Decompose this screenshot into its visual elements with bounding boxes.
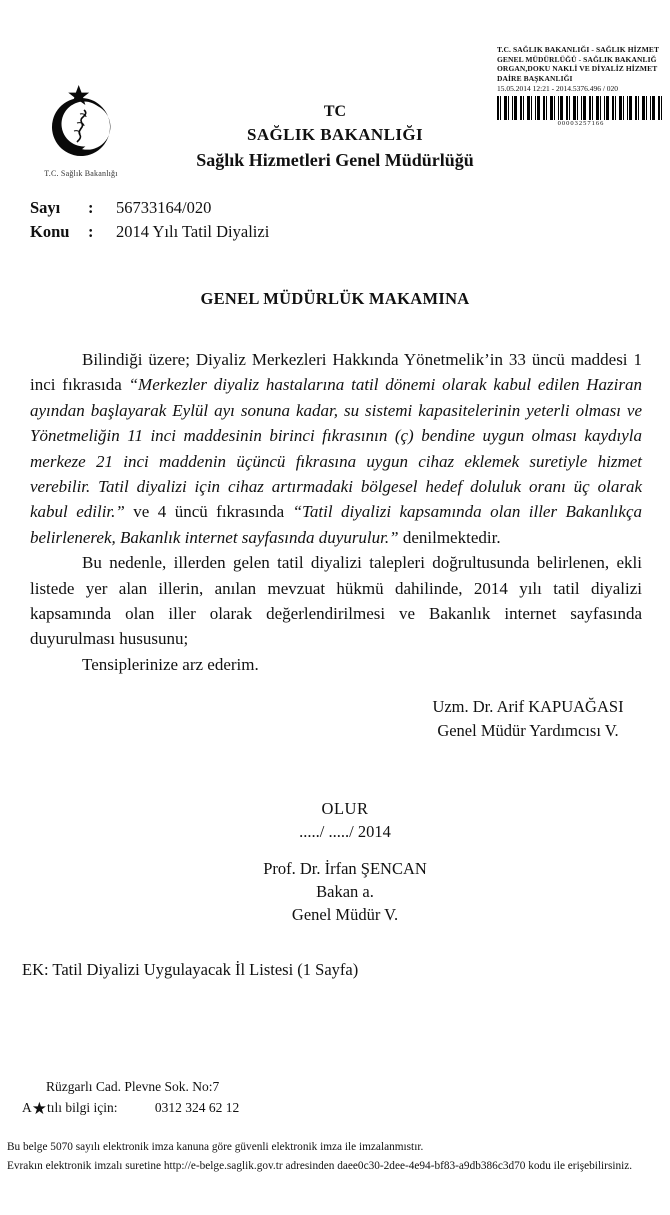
p1-quote-2: “Tatil diyalizi kapsamında olan iller Bakanlıkça belirlenerek, Bakanlık internet sayfasında duyurulur.” xyxy=(30,502,642,547)
p1-quote-1: “Merkezler diyaliz hastalarına tatil dönemi olarak kabul edilen Haziran ayından başlayarak Eylül ayı sonuna kadar, su sistemi kapasitelerinin yeterli olması ve Yönetmeliğin 11 inci maddesinin birinci fıkrasının (ç) bendine uygun olması kaydıyla merkeze 21 inci maddenin üçüncü fıkrasına uygun cihaz eklemek suretiyle hizmet verebilir. Tatil diyalizi için cihaz artırmadaki bölgesel hedef doluluk oranı üç olarak kabul edilir.” xyxy=(30,375,643,522)
stamp-line: ORGAN,DOKU NAKLİ VE DİYALİZ HİZMET xyxy=(497,64,658,73)
star-icon: ★ xyxy=(31,1099,47,1118)
letterhead-directorate: Sağlık Hizmetleri Genel Müdürlüğü xyxy=(196,150,474,170)
p1-text: ve 4 üncü fıkrasında xyxy=(124,502,293,522)
letterhead-ministry: SAĞLIK BAKANLIĞI xyxy=(247,125,423,144)
attachment-line: EK: Tatil Diyalizi Uygulayacak İl Listesi (1 Sayfa) xyxy=(22,960,359,979)
approver-title: Genel Müdür V. xyxy=(291,905,399,924)
paragraph-2: Bu nedenle, illerden gelen tatil diyalizi talepleri doğrultusunda belirlenen, ekli listede yer alan illerin, anılan mevzuat hükmü dahilinde, 2014 yılı tatil diyalizi kapsamında olan iller olarak değerlendirilmesi ve Bakanlık internet sayfasında duyurulması hususunu; xyxy=(30,553,642,649)
info-suffix: tılı bilgi için: xyxy=(47,1100,118,1115)
reference-block xyxy=(30,196,269,243)
stamp-date: 15.05.2014 12:21 - 2014.5376.496 / 020 xyxy=(497,84,619,93)
barcode-number: 00003257166 xyxy=(557,120,605,127)
p1-text: denilmektedir. xyxy=(398,527,501,547)
footer-phone: 0312 324 62 12 xyxy=(154,1100,240,1115)
signatory-block xyxy=(408,695,648,743)
esignature-line-1: Bu belge 5070 sayılı elektronik imza kanuna göre güvenli elektronik imza ile imzalanmıstır. xyxy=(7,1141,424,1153)
approver-on-behalf: Bakan a. xyxy=(316,882,374,901)
info-prefix: A xyxy=(22,1100,32,1115)
colon: : xyxy=(88,221,94,241)
p1-text: Bilindiği üzere; Diyaliz Merkezleri Hakkında Yönetmelik’in 33 üncü maddesi 1 inci fıkrasıda xyxy=(30,350,642,395)
document-title: GENEL MÜDÜRLÜK MAKAMINA xyxy=(200,289,470,308)
letterhead-tc: TC xyxy=(323,103,347,120)
footer-contact xyxy=(22,1076,239,1118)
crescent-star-icon xyxy=(35,84,127,162)
esignature-line-2: Evrakın elektronik imzalı suretine http://e-belge.saglik.gov.tr adresinden daee0c30-2dee-4e94-bf83-a9db386c3d70 kodu ile erişebilirsiniz. xyxy=(7,1159,633,1172)
logo-caption: T.C. Sağlık Bakanlığı xyxy=(44,169,118,178)
footer-address: Rüzgarlı Cad. Plevne Sok. No:7 xyxy=(46,1079,220,1094)
closing-line: Tensiplerinize arz ederim. xyxy=(82,654,259,674)
stamp-line: GENEL MÜDÜRLÜĞÜ - SAĞLIK BAKANLIĞ xyxy=(497,54,657,64)
stamp-line: DAİRE BAŞKANLIĞI xyxy=(497,73,573,83)
signatory-name: Uzm. Dr. Arif KAPUAĞASI xyxy=(432,697,624,716)
colon: : xyxy=(88,198,94,217)
konu-value: 2014 Yılı Tatil Diyalizi xyxy=(116,221,270,241)
letter-body xyxy=(30,347,642,677)
sayi-row xyxy=(30,196,269,220)
olur-label: OLUR xyxy=(321,799,369,818)
approver-name: Prof. Dr. İrfan ŞENCAN xyxy=(263,859,427,878)
sayi-value: 56733164/020 xyxy=(116,198,212,217)
approval-date-placeholder: ...../ ...../ 2014 xyxy=(299,822,391,841)
ministry-logo xyxy=(26,84,136,178)
esignature-notice xyxy=(7,1138,670,1175)
letterhead xyxy=(135,101,535,173)
konu-label: Konu xyxy=(30,221,70,241)
konu-row xyxy=(30,220,269,244)
footer-info-line xyxy=(22,1097,239,1118)
stamp-line: T.C. SAĞLIK BAKANLIĞI - SAĞLIK HİZMET xyxy=(497,45,660,54)
approval-block xyxy=(0,797,670,926)
sayi-label: Sayı xyxy=(30,198,61,217)
signatory-title: Genel Müdür Yardımcısı V. xyxy=(437,721,619,740)
paragraph-1 xyxy=(30,347,642,550)
approver-block xyxy=(0,857,670,926)
